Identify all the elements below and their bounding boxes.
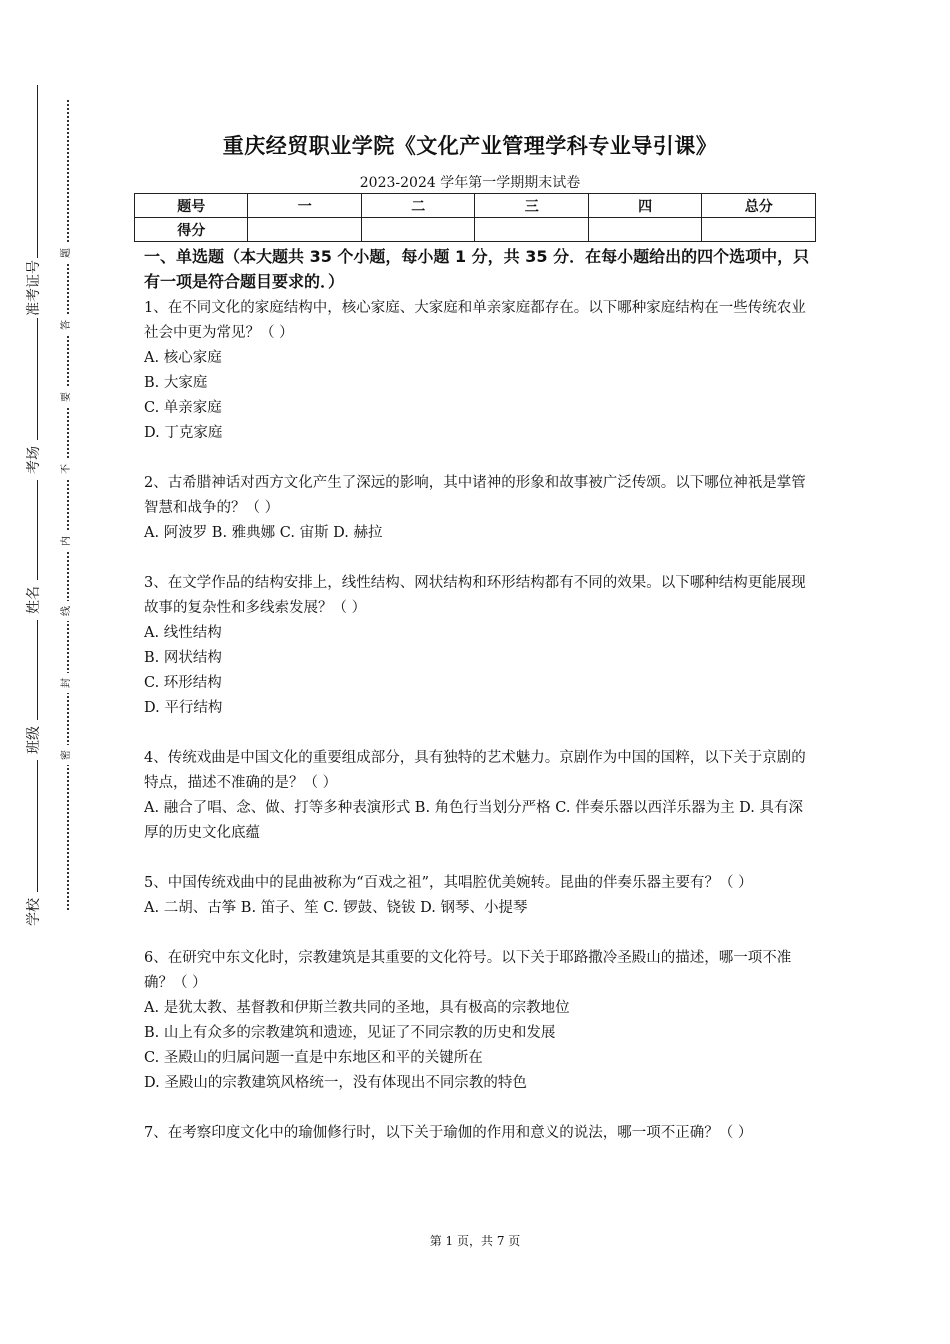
class-label: 班级 — [24, 720, 44, 760]
question-option: D. 丁克家庭 — [144, 425, 223, 441]
exam-subtitle: 2023-2024 学年第一学期期末试卷 — [359, 175, 581, 191]
question-1 — [144, 296, 816, 446]
question-option: A. 是犹太教、基督教和伊斯兰教共同的圣地，具有极高的宗教地位 — [144, 1000, 570, 1016]
score-table-cell — [702, 218, 816, 242]
exam-number-label: 准考证号 — [26, 260, 42, 316]
score-table-score-row — [135, 218, 816, 242]
question-option: A. 融合了唱、念、做、打等多种表演形式 B. 角色行当划分严格 C. 伴奏乐器以西洋乐器为主 D. 具有深厚的历史文化底蕴 — [144, 800, 804, 841]
question-option: B. 大家庭 — [144, 375, 208, 391]
school-label: 学校 — [24, 892, 44, 932]
question-2 — [144, 471, 816, 546]
seal-word: 封 — [60, 673, 74, 693]
question-5 — [144, 871, 816, 921]
question-option: A. 线性结构 — [144, 625, 222, 641]
question-4 — [144, 746, 816, 846]
question-stem: 5、中国传统戏曲中的昆曲被称为“百戏之祖”，其唱腔优美婉转。昆曲的伴奏乐器主要有？（ ） — [144, 875, 753, 891]
score-table-cell: 题号 — [135, 194, 248, 218]
question-stem: 3、在文学作品的结构安排上，线性结构、网状结构和环形结构都有不同的效果。以下哪种结构更能展现故事的复杂性和多线索发展？（ ） — [144, 575, 806, 616]
exam-title: 重庆经贸职业学院《文化产业管理学科专业导引课》 — [222, 134, 718, 158]
question-stem: 4、传统戏曲是中国文化的重要组成部分，具有独特的艺术魅力。京剧作为中国的国粹，以下关于京剧的特点，描述不准确的是？（ ） — [144, 750, 806, 791]
score-table — [134, 193, 816, 242]
question-list — [144, 296, 816, 1146]
question-option: A. 二胡、古筝 B. 笛子、笙 C. 锣鼓、铙钹 D. 钢琴、小提琴 — [144, 900, 528, 916]
seal-word: 不 — [60, 459, 74, 479]
score-table-header-row — [135, 194, 816, 218]
question-option: C. 单亲家庭 — [144, 400, 222, 416]
question-7 — [144, 1121, 816, 1146]
exam-room-label: 考场 — [24, 440, 44, 480]
question-option: D. 平行结构 — [144, 700, 223, 716]
seal-word: 题 — [60, 243, 74, 263]
question-option: A. 核心家庭 — [144, 350, 222, 366]
score-table-cell: 四 — [588, 194, 701, 218]
question-option: D. 圣殿山的宗教建筑风格统一，没有体现出不同宗教的特色 — [144, 1075, 527, 1091]
question-stem: 1、在不同文化的家庭结构中，核心家庭、大家庭和单亲家庭都存在。以下哪种家庭结构在一些传统农业社会中更为常见？（ ） — [144, 300, 806, 341]
score-table-cell — [475, 218, 588, 242]
score-table-cell: 一 — [248, 194, 361, 218]
section-heading: 一、单选题（本大题共 35 个小题，每小题 1 分，共 35 分．在每小题给出的四个选项中，只有一项是符合题目要求的．） — [144, 247, 810, 291]
score-table-cell: 得分 — [135, 218, 248, 242]
question-option: B. 网状结构 — [144, 650, 222, 666]
score-table-cell: 二 — [361, 194, 474, 218]
binding-dotted-line — [67, 100, 69, 910]
question-option: C. 圣殿山的归属问题一直是中东地区和平的关键所在 — [144, 1050, 483, 1066]
exam-content — [144, 244, 816, 1171]
seal-word: 内 — [60, 531, 74, 551]
seal-word: 线 — [60, 601, 74, 621]
question-option: A. 阿波罗 B. 雅典娜 C. 宙斯 D. 赫拉 — [144, 525, 383, 541]
page-footer: 第 1 页，共 7 页 — [429, 1234, 521, 1248]
question-stem: 2、古希腊神话对西方文化产生了深远的影响，其中诸神的形象和故事被广泛传颂。以下哪位神祇是掌管智慧和战争的？（ ） — [144, 475, 806, 516]
score-table-cell: 总分 — [702, 194, 816, 218]
score-table-cell — [361, 218, 474, 242]
question-option: C. 环形结构 — [144, 675, 222, 691]
question-3 — [144, 571, 816, 721]
seal-word: 要 — [60, 387, 74, 407]
score-table-cell — [588, 218, 701, 242]
name-label: 姓名 — [24, 580, 44, 620]
binding-solid-line — [37, 85, 38, 925]
question-6 — [144, 946, 816, 1096]
score-table-cell: 三 — [475, 194, 588, 218]
question-stem: 6、在研究中东文化时，宗教建筑是其重要的文化符号。以下关于耶路撒冷圣殿山的描述，哪一项不准确？（ ） — [144, 950, 792, 991]
seal-word: 密 — [60, 745, 74, 765]
score-table-cell — [248, 218, 361, 242]
seal-word: 答 — [60, 315, 74, 335]
question-stem: 7、在考察印度文化中的瑜伽修行时，以下关于瑜伽的作用和意义的说法，哪一项不正确？（ ） — [144, 1125, 753, 1141]
question-option: B. 山上有众多的宗教建筑和遗迹，见证了不同宗教的历史和发展 — [144, 1025, 556, 1041]
